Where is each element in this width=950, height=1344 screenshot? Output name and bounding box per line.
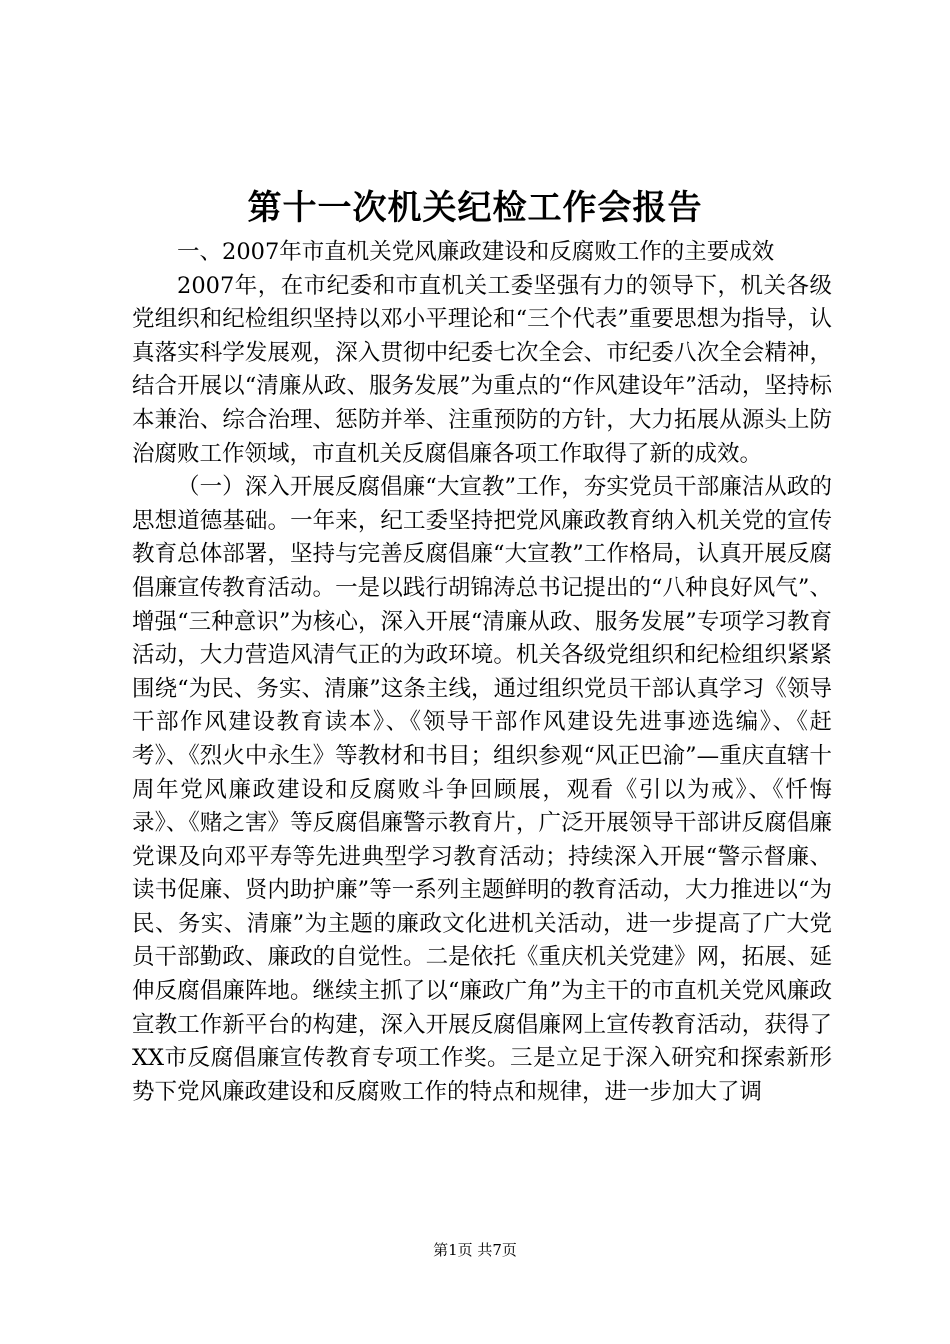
page-footer: 第1页 共7页 [433,1241,517,1259]
paragraph: 2007年，在市纪委和市直机关工委坚强有力的领导下，机关各级党组织和纪检组织坚持以邓小平理论和“三个代表”重要思想为指导，认真落实科学发展观，深入贯彻中纪委七次全会、市纪委八次全会精神，结合开展以“清廉从政、服务发展”为重点的“作风建设年”活动，坚持标本兼治、综合治理、惩防并举、注重预防的方针，大力拓展从源头上防治腐败工作领域，市直机关反腐倡廉各项工作取得了新的成效。 [132,272,832,467]
paragraph: （一）深入开展反腐倡廉“大宣教”工作，夯实党员干部廉洁从政的思想道德基础。一年来，纪工委坚持把党风廉政教育纳入机关党的宣传教育总体部署，坚持与完善反腐倡廉“大宣教”工作格局，认真开展反腐倡廉宣传教育活动。一是以践行胡锦涛总书记提出的“八种良好风气”、增强“三种意识”为核心，深入开展“清廉从政、服务发展”专项学习教育活动，大力营造风清气正的为政环境。机关各级党组织和纪检组织紧紧围绕“为民、务实、清廉”这条主线，通过组织党员干部认真学习《领导干部作风建设教育读本》、《领导干部作风建设先进事迹选编》、《赶考》、《烈火中永生》等教材和书目；组织参观“风正巴渝”—重庆直辖十周年党风廉政建设和反腐败斗争回顾展，观看《引以为戒》、《忏悔录》、《赌之害》等反腐倡廉警示教育片，广泛开展领导干部讲反腐倡廉党课及向邓平寿等先进典型学习教育活动；持续深入开展“警示督廉、读书促廉、贤内助护廉”等一系列主题鲜明的教育活动，大力推进以“为民、务实、清廉”为主题的廉政文化进机关活动，进一步提高了广大党员干部勤政、廉政的自觉性。二是依托《重庆机关党建》网，拓展、延伸反腐倡廉阵地。继续主抓了以“廉政广角”为主干的市直机关党风廉政宣教工作新平台的构建，深入开展反腐倡廉网上宣传教育活动，获得了XX市反腐倡廉宣传教育专项工作奖。三是立足于深入研究和探索新形势下党风廉政建设和反腐败工作的特点和规律，进一步加大了调 [132,474,832,1105]
document-title: 第十一次机关纪检工作会报告 [247,188,703,228]
section-heading: 一、2007年市直机关党风廉政建设和反腐败工作的主要成效 [177,239,775,265]
document-body [132,236,832,1109]
